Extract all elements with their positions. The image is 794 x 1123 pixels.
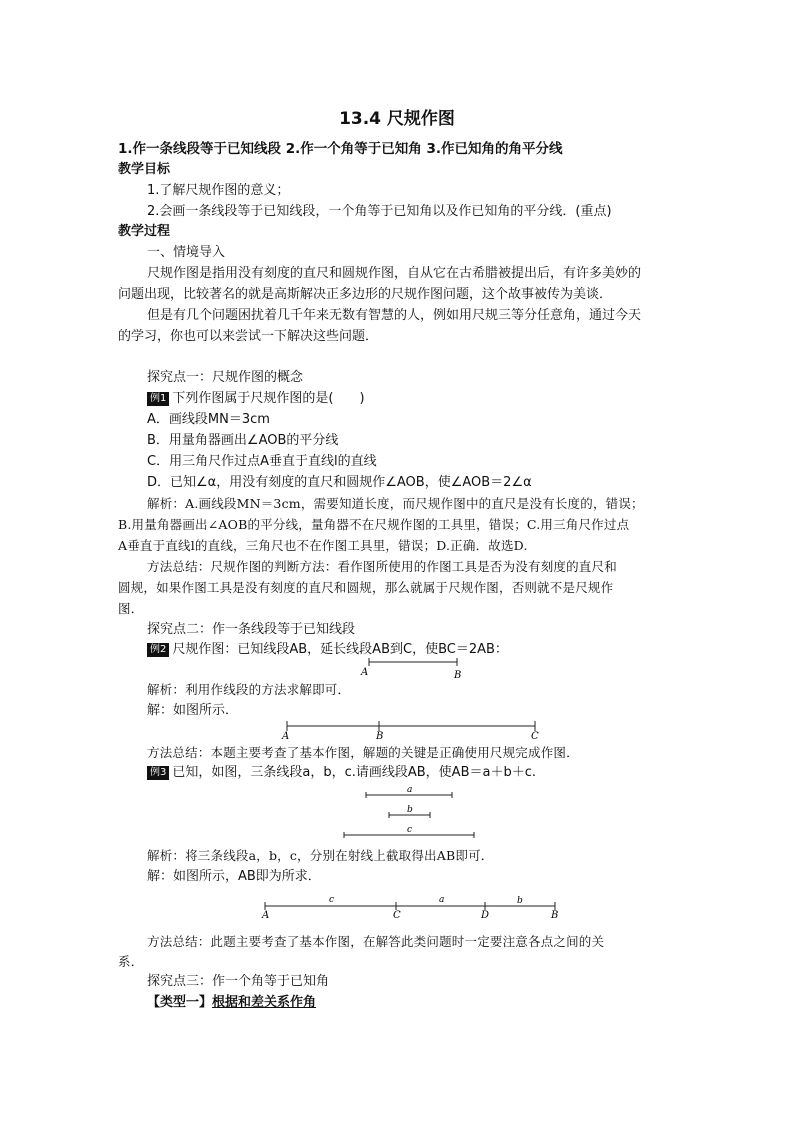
example-1-solution: 解析：A.画线段MN＝3cm，需要知道长度，而尺规作图中的直尺是没有长度的，错误；: [147, 496, 644, 511]
figure-segments-abc: [340, 782, 480, 840]
example-1-question: 例1 下列作图属于尺规作图的是( ): [147, 389, 676, 408]
example-2-answer: 解：如图所示．: [147, 703, 239, 718]
lesson-topics: 1.作一条线段等于已知线段 2.作一个角等于已知角 3.作已知角的角平分线: [118, 141, 563, 157]
example-3-summary: 方法总结：此题主要考查了基本作图，在解答此类问题时一定要注意各点之间的关: [147, 934, 605, 949]
section-1-heading: 探究点一：尺规作图的概念: [147, 370, 304, 385]
example-3-answer: 解：如图所示，AB即为所求．: [147, 869, 321, 884]
intro-paragraph-2-cont: 的学习，你也可以来尝试一下解决这些问题．: [118, 329, 379, 344]
intro-paragraph-1: 尺规作图是指用没有刻度的直尺和圆规作图，自从它在古希腊被提出后，有许多美妙的: [147, 266, 642, 281]
point-a-label: A: [262, 910, 270, 920]
segment-c-label: c: [407, 825, 413, 835]
example-1-summary-cont: 圆规，如果作图工具是没有刻度的直尺和圆规，那么就属于尺规作图，否则就不是尺规作: [118, 580, 614, 595]
type-1-heading: 【类型一】根据和差关系作角: [147, 995, 317, 1010]
figure-segment-abc: [278, 718, 548, 742]
point-b-label: B: [551, 910, 559, 920]
section-2-heading: 探究点二：作一条线段等于已知线段: [147, 622, 356, 637]
segment-a-label: a: [439, 895, 445, 905]
example-2-summary: 方法总结：本题主要考查了基本作图，解题的关键是正确使用尺规完成作图．: [147, 745, 579, 760]
process-heading: 教学过程: [118, 224, 171, 239]
segment-b-label: b: [517, 896, 523, 906]
example-1-option-c: C．用三角尺作过点A垂直于直线l的直线: [147, 454, 377, 469]
intro-paragraph-2: 但是有几个问题困扰着几千年来无数有智慧的人，例如用尺规三等分任意角，通过今天: [147, 308, 642, 323]
intro-heading: 一、情境导入: [147, 245, 226, 260]
goal-1: 1.了解尺规作图的意义；: [147, 183, 290, 198]
example-1-solution-cont-2: A垂直于直线l的直线，三角尺也不在作图工具里，错误；D.正确．故选D.: [118, 538, 528, 553]
point-a-label: A: [361, 667, 369, 678]
point-d-label: D: [481, 910, 490, 920]
example-1-option-a: A．画线段MN＝3cm: [147, 412, 270, 427]
goal-2: 2.会画一条线段等于已知线段，一个角等于已知角以及作已知角的平分线．(重点): [147, 204, 612, 219]
example-1-solution-cont: B.用量角器画出∠AOB的平分线，量角器不在尺规作图的工具里，错误；C.用三角尺作过点: [118, 517, 630, 532]
page-title: 13.4 尺规作图: [339, 109, 455, 129]
figure-segment-acdb: [256, 890, 566, 920]
example-3-solution: 解析：将三条线段a，b，c，分别在射线上截取得出AB即可．: [147, 848, 494, 863]
point-c-label: C: [393, 910, 401, 920]
example-3-question: 例3 已知，如图，三条线段a，b，c.请画线段AB，使AB＝a＋b＋c.: [147, 763, 676, 782]
example-1-summary: 方法总结：尺规作图的判断方法：看作图所使用的作图工具是否为没有刻度的直尺和: [147, 559, 617, 574]
point-b-label: B: [376, 731, 384, 742]
intro-paragraph-1-cont: 问题出现，比较著名的就是高斯解决正多边形的尺规作图问题，这个故事被传为美谈．: [118, 287, 613, 302]
example-2-question: 例2 尺规作图：已知线段AB，延长线段AB到C，使BC＝2AB：: [147, 640, 676, 659]
point-c-label: C: [531, 731, 539, 742]
point-b-label: B: [454, 670, 462, 680]
example-2-solution: 解析：利用作线段的方法求解即可．: [147, 682, 351, 697]
section-3-heading: 探究点三：作一个角等于已知角: [147, 974, 330, 989]
example-1-tag: 例1: [147, 392, 169, 406]
example-1-option-d: D．已知∠α，用没有刻度的直尺和圆规作∠AOB，使∠AOB＝2∠α: [147, 475, 532, 490]
segment-a-label: a: [407, 785, 413, 795]
figure-segment-ab: [360, 656, 470, 680]
segment-b-label: b: [407, 805, 413, 815]
example-3-tag: 例3: [147, 766, 169, 780]
example-1-option-b: B．用量角器画出∠AOB的平分线: [147, 433, 339, 448]
example-3-summary-cont: 系．: [118, 954, 144, 969]
point-a-label: A: [282, 731, 290, 742]
example-2-tag: 例2: [147, 643, 169, 657]
example-1-summary-cont-2: 图．: [118, 601, 144, 616]
segment-c-label: c: [329, 895, 335, 905]
goals-heading: 教学目标: [118, 162, 171, 177]
